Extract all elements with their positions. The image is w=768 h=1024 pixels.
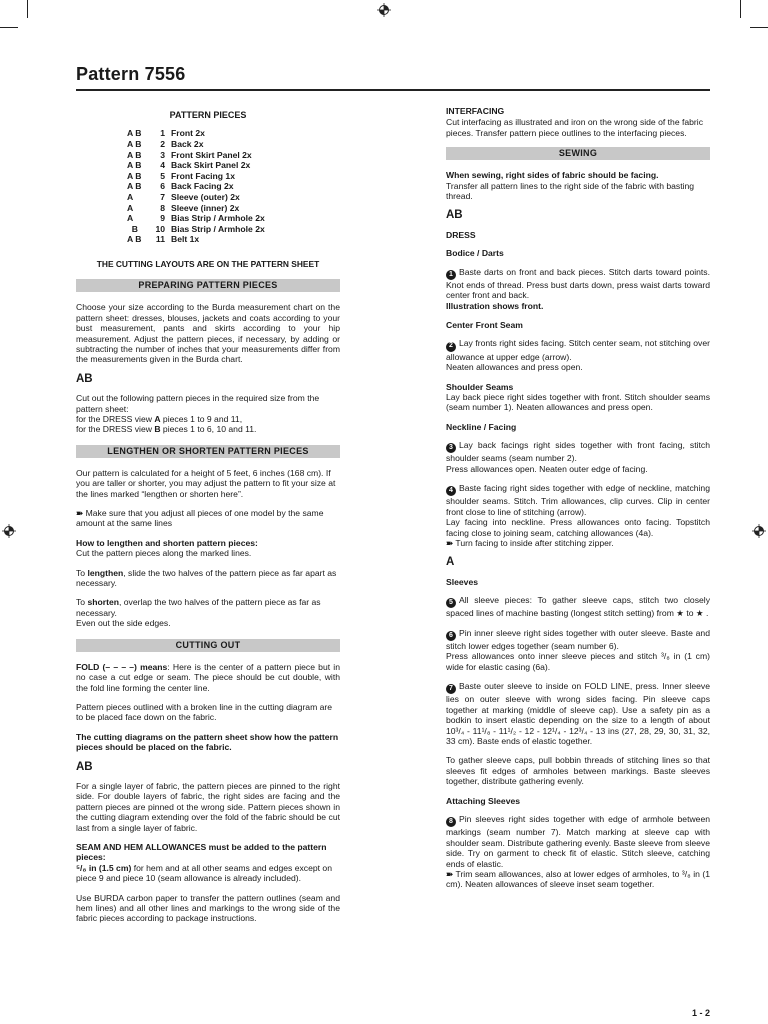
registration-mark-left-icon <box>2 524 16 538</box>
step-1: 1 Baste darts on front and back pieces. Stitch darts toward points. Knot ends of thread. Press bust darts down, press waist darts toward center front and back. Illustration shows front. <box>446 266 710 311</box>
shoulder-text: Lay back piece right sides together with front. Stitch shoulder seams (seam number 1). Neaten allowances and press open. <box>446 391 710 413</box>
shoulder-heading: Shoulder Seams <box>446 381 514 392</box>
step-number-icon: 4 <box>446 486 456 496</box>
sewing-intro: When sewing, right sides of fabric should be facing. Transfer all pattern lines to the right side of the fabric with basting thread. <box>446 170 695 202</box>
cutting-layouts-note: THE CUTTING LAYOUTS ARE ON THE PATTERN SHEET <box>96 258 320 269</box>
step-3: 3 Lay back facings right sides together with front facing, stitch shoulder seams (seam number 2). Press allowances open. Neaten outer edge of facing. <box>446 440 710 474</box>
lengthen-intro: Our pattern is calculated for a height of 5 feet, 6 inches (168 cm). If you are taller or shorter, you may adjust the pattern to fit your size at the lines marked “lengthen or shorten here”. <box>76 467 336 499</box>
list-item: A B 4 Back Skirt Panel 2x <box>127 160 251 171</box>
list-item: A B 5 Front Facing 1x <box>127 170 235 181</box>
list-item: A B 2 Back 2x <box>127 139 204 149</box>
attaching-sleeves-heading: Attaching Sleeves <box>446 795 521 806</box>
gather-text: To gather sleeve caps, pull bobbin threads of stitching lines so that sleeves fit edges of armholes between markings. Baste sleeves together, distribute gathering evenly. <box>446 755 710 787</box>
step-5: 5 All sleeve pieces: To gather sleeve caps, stitch two closely spaced lines of machine basting (longest stitch setting) from ★ to ★ . <box>446 595 710 619</box>
left-column <box>76 106 340 933</box>
preparing-text: Choose your size according to the Burda measurement chart on the pattern sheet: dresses, blouses, jackets and coats according to your bust measurement, pants and skirts according to your hip measurement. Adjust the pattern pieces, if necessary, by adding or subtracting the number of inches that your measurements differ from the measurements given in the Burda chart. <box>76 302 340 365</box>
step-7: 7 Baste outer sleeve to inside on FOLD LINE, press. Inner sleeve lies on outer sleeve with wrong sides facing. Pin sleeve caps together at marking (middle of sleeve cap). Use a safety pin as a bodkin to insert elastic depending on the size to a length of about 10³/₄ - 11¹/₈ - 11¹/₂ - 12 - 12¹/₄ - 12³/₄ - 13 ins (27, 28, 29, 30, 31, 32, 33 cm). Baste ends of elastic together. <box>446 681 710 747</box>
list-item: A 7 Sleeve (outer) 2x <box>127 191 240 202</box>
step-number-icon: 7 <box>446 684 456 694</box>
seam-allowance-text: SEAM AND HEM ALLOWANCES must be added to the pattern pieces: ⁵/₈ in (1.5 cm) for hem and at all other seams and edges except on piece 9 and piece 10 (seam allowance is already included). <box>76 841 332 884</box>
step-2: 2 Lay fronts right sides facing. Stitch center seam, not stitching over allowance at upper edge (arrow). Neaten allowances and press open. <box>446 338 710 373</box>
list-item: A 9 Bias Strip / Armhole 2x <box>127 213 265 224</box>
lengthen-instruction: To lengthen, slide the two halves of the pattern piece as far apart as necessary. <box>76 567 337 589</box>
broken-line-note: Pattern pieces outlined with a broken line in the cutting diagram are to be placed face down on the fabric. <box>76 701 333 723</box>
pattern-pieces-list <box>127 128 340 245</box>
list-item: A B 6 Back Facing 2x <box>127 181 234 192</box>
fabric-layer-text: For a single layer of fabric, the pattern pieces are pinned to the right side. For double layers of fabric, the right sides are facing and the pattern pieces are pinned ot the wrong side. Pattern pieces shown in the cutting diagram extending over the fold of the fabric should be cut last from a single layer of fabric. <box>76 780 340 833</box>
step-4: 4 Baste facing right sides together with edge of neckline, matching shoulder seams. Stitch. Trim allowances, clip curves. Clip in center front close to line of stitching (arrow). Lay facing into neckline. Press allowances onto facing. Topstitch facing close to joining seam, catching allowances (4a). ➽ Turn facing to inside after stitching zipper. <box>446 483 710 548</box>
step-number-icon: 8 <box>446 817 456 827</box>
shorten-instruction: To shorten, overlap the two halves of the pattern piece as far as necessary. Even out the side edges. <box>76 597 321 629</box>
step-number-icon: 6 <box>446 631 456 641</box>
step-number-icon: 3 <box>446 443 456 453</box>
page-title: Pattern 7556 <box>76 64 186 84</box>
crop-mark-tr-h <box>750 27 768 28</box>
step-number-icon: 5 <box>446 598 456 608</box>
sewing-a-label: A <box>446 556 455 569</box>
cutting-heading: CUTTING OUT <box>76 639 340 652</box>
crop-mark-tl-h <box>0 27 18 28</box>
neckline-heading: Neckline / Facing <box>446 421 517 432</box>
center-front-heading: Center Front Seam <box>446 320 523 331</box>
bodice-heading: Bodice / Darts <box>446 248 504 259</box>
list-item: A B 3 Front Skirt Panel 2x <box>127 149 252 160</box>
arrow-icon: ➽ <box>446 868 454 879</box>
crop-mark-tl-v <box>27 0 28 18</box>
step-number-icon: 2 <box>446 342 456 352</box>
right-column <box>446 106 710 899</box>
step-8: 8 Pin sleeves right sides together with edge of armhole between markings (seam number 7). Match marking at sleeve cap with shoulder seam. Distribute gathering evenly. Baste sleeve from sleeve side. Try on garment to check fit of elastic. Stitch sleeve, catching ends of elastic. ➽ Trim seam allowances, also at lower edges of armholes, to ³/₈ in (1 cm). Neaten allowances of sleeve inset seam together. <box>446 814 710 890</box>
interfacing-text: Cut interfacing as illustrated and iron on the wrong side of the fabric pieces. Transfer pattern piece outlines to the interfacing pieces. <box>446 117 704 138</box>
sleeves-heading: Sleeves <box>446 576 479 587</box>
title-rule <box>76 89 710 91</box>
crop-mark-tr-v <box>740 0 741 18</box>
cutting-diagram-note: The cutting diagrams on the pattern sheet show how the pattern pieces should be placed on the fabric. <box>76 731 339 753</box>
dress-heading: DRESS <box>446 229 476 240</box>
lengthen-heading: LENGTHEN OR SHORTEN PATTERN PIECES <box>76 445 340 458</box>
preparing-cut-list: Cut out the following pattern pieces in the required size from the pattern sheet: for the DRESS view A pieces 1 to 9 and 11, for the DRESS view B pieces 1 to 6, 10 and 11. <box>76 393 320 435</box>
arrow-icon: ➽ <box>446 537 454 548</box>
lengthen-howto: How to lengthen and shorten pattern pieces: Cut the pattern pieces along the marked lines. <box>76 537 258 559</box>
step-6: 6 Pin inner sleeve right sides together with outer sleeve. Baste and stitch lower edges together (seam number 6). Press allowances onto inner sleeve pieces and stitch ³/₈ in (1 cm) wide for elastic casing (6a). <box>446 627 710 672</box>
sewing-heading: SEWING <box>446 147 710 160</box>
fold-definition: FOLD (– – – –) means: Here is the center of a pattern piece but in no case a cut edge or seam. The piece should be cut double, with the fold line forming the center line. <box>76 661 340 693</box>
list-item: B 10 Bias Strip / Armhole 2x <box>127 223 265 234</box>
interfacing-heading: INTERFACING <box>446 106 505 116</box>
arrow-icon: ➽ <box>76 508 84 519</box>
list-item: A 8 Sleeve (inner) 2x <box>127 202 240 213</box>
list-item: A B 1 Front 2x <box>127 128 205 139</box>
page-number: 1 - 2 <box>691 1008 710 1018</box>
lengthen-tip: ➽ Make sure that you adjust all pieces of one model by the same amount at the same lines <box>76 508 324 529</box>
registration-mark-right-icon <box>752 524 766 538</box>
carbon-paper-text: Use BURDA carbon paper to transfer the pattern outlines (seam and hem lines) and all other lines and markings to the wrong side of the fabric pieces according to package instructions. <box>76 892 340 924</box>
list-item: A B 11 Belt 1x <box>127 234 200 245</box>
step-number-icon: 1 <box>446 270 456 280</box>
sewing-ab-label: AB <box>446 209 463 222</box>
preparing-heading: PREPARING PATTERN PIECES <box>76 279 340 292</box>
cutting-ab-label: AB <box>76 760 93 773</box>
preparing-ab-label: AB <box>76 372 93 385</box>
pattern-pieces-heading: PATTERN PIECES <box>169 110 247 120</box>
registration-mark-top-icon <box>377 3 391 17</box>
